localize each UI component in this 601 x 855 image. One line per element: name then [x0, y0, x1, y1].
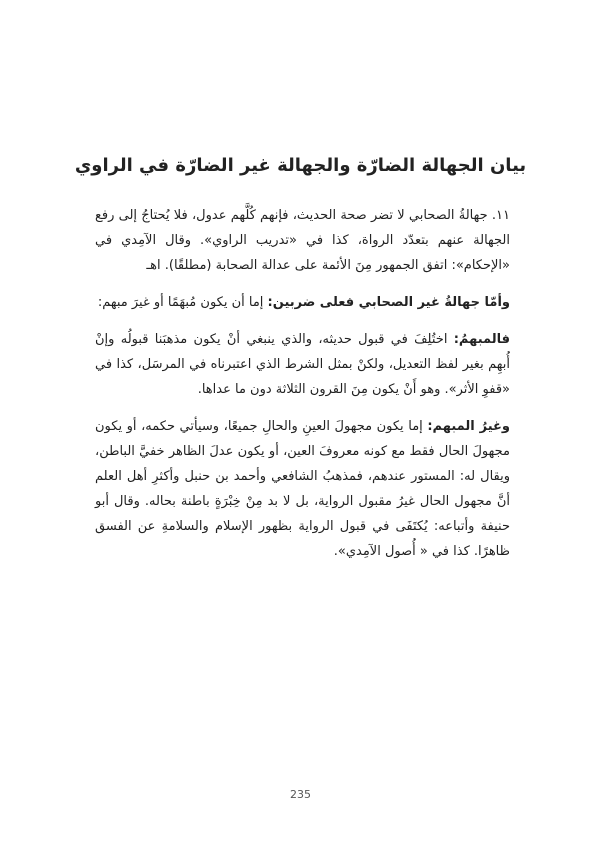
paragraph-companion-anonymity	[95, 203, 510, 278]
paragraph-non-companion	[95, 290, 510, 315]
paragraph-non-mubham	[95, 414, 510, 564]
body-text	[95, 203, 510, 576]
paragraph-lead: فالمبهمُ:	[453, 332, 510, 347]
paragraph-text: ١١. جهالةُ الصحابي لا تضر صحة الحديث، فإنهم كُلَّهم عدول، فلا يُحتاجُ إلى رفع الجهالة عنهم بتعدّد الرواة، كذا في «تدريب الراوي». وقال الآمِدي في «الإحكام»: اتفق الجمهور مِنَ الأئمة على عدالة الصحابة (مطلقًا). اهـ	[95, 208, 510, 273]
paragraph-lead: وأمّا جهالةُ غير الصحابي فعلى ضربين:	[267, 295, 510, 310]
section-heading: بيان الجهالة الضارّة والجهالة غير الضارّة في الراوي	[74, 155, 527, 176]
paragraph-text: إما يكون مجهولَ العينِ والحالِ جميعًا، وسيأتي حكمه، أو يكون مجهولَ الحال فقط مع كونه معروفَ العين، أو يكون عدلَ الظاهر خفيَّ الباطن، ويقال له: المستور عندهم، فمذهبُ الشافعي وأحمد بن حنبل وأكثرِ أهل العلم أنَّ مجهول الحال غيرُ مقبول الرواية، بل لا بد مِنْ خِبْرَةٍ باطنة بحاله. وقال أبو حنيفة وأتباعه: يُكتَفَى في قبول الرواية بظهور الإسلام والسلامةِ عن الفسق ظاهرًا. كذا في « أُصول الآمِدي».	[95, 419, 510, 559]
paragraph-text: اختُلِفَ في قبول حديثه، والذي ينبغي أنْ يكون مذهبَنا قبولُه وإنْ أُبهِم بغير لفظ التعديل، ولكنْ بمثل الشرط الذي اعتبرناه في المرسَل، كذا في «قفوِ الأثر». وهو أَنْ يكون مِنَ القرون الثلاثة دون ما عداها.	[95, 332, 510, 397]
page-number: 235	[290, 788, 311, 801]
paragraph-text: إما أن يكون مُبهَمًا أو غيرَ مبهم:	[97, 295, 268, 310]
paragraph-lead: وغيرُ المبهم:	[427, 419, 510, 434]
paragraph-mubham	[95, 327, 510, 402]
